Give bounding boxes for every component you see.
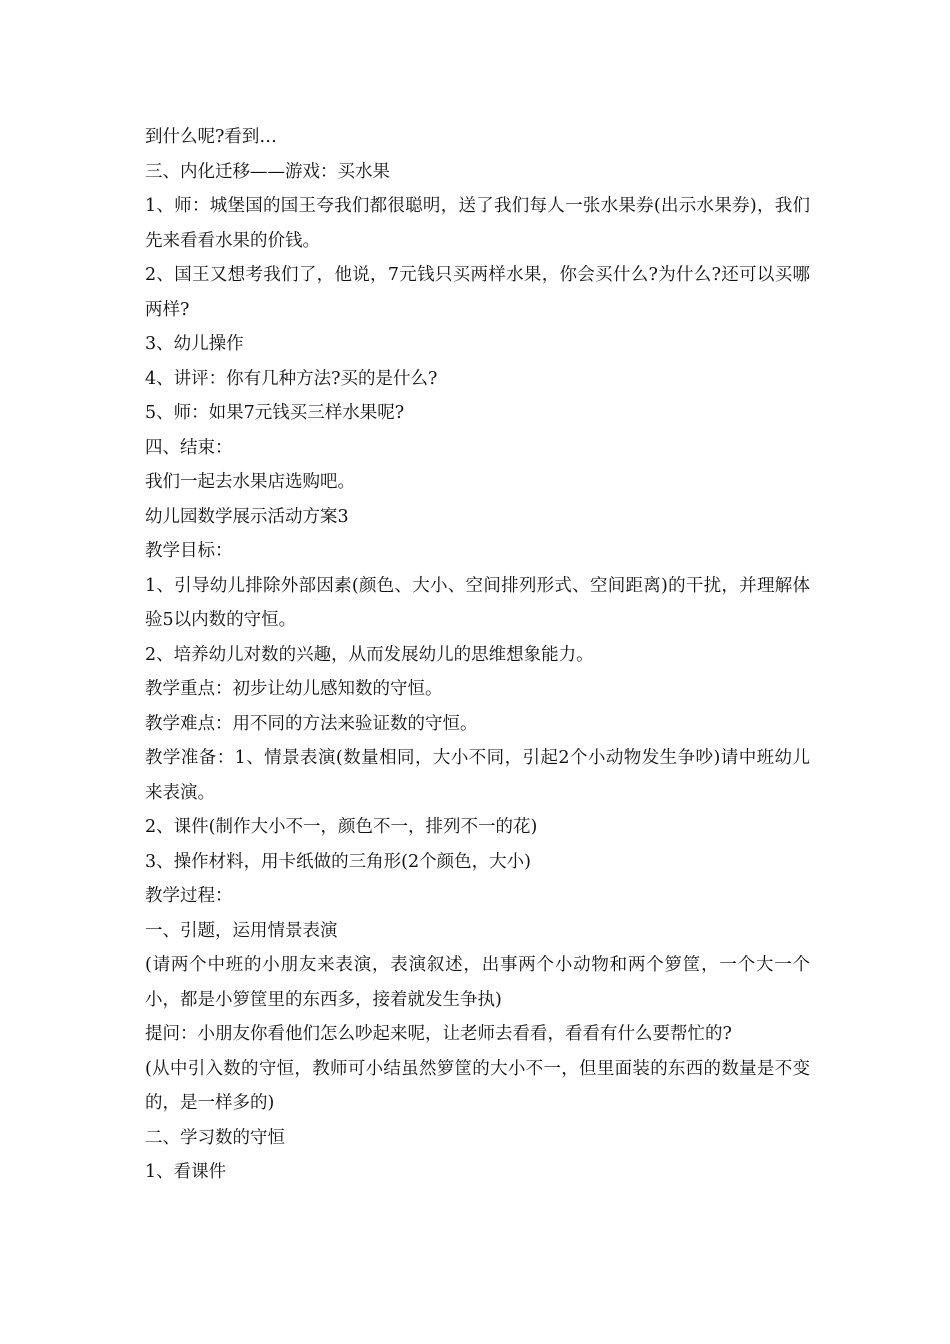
- paragraph: 1、看课件: [145, 1162, 227, 1182]
- section-heading: 四、结束：: [145, 437, 233, 458]
- section-heading: 教学目标：: [145, 541, 233, 561]
- paragraph: 5、师：如果7元钱买三样水果呢?: [145, 403, 405, 423]
- paragraph: 2、课件(制作大小不一，颜色不一，排列不一的花): [145, 817, 538, 837]
- paragraph: 提问：小朋友你看他们怎么吵起来呢，让老师去看看，看看有什么要帮忙的?: [145, 1024, 732, 1044]
- document-title: 幼儿园数学展示活动方案3: [145, 506, 349, 527]
- section-heading: 一、引题，运用情景表演: [145, 920, 338, 941]
- paragraph: 教学难点：用不同的方法来验证数的守恒。: [145, 713, 478, 734]
- paragraph: 3、幼儿操作: [145, 334, 244, 354]
- paragraph: 到什么呢?看到…: [145, 127, 277, 147]
- paragraph: 1、引导幼儿排除外部因素(颜色、大小、空间排列形式、空间距离)的干扰，并理解体验5以内数的守恒。: [145, 575, 810, 630]
- paragraph: 3、操作材料，用卡纸做的三角形(2个颜色，大小): [145, 851, 531, 872]
- section-heading: 二、学习数的守恒: [145, 1127, 285, 1148]
- paragraph: (请两个中班的小朋友来表演，表演叙述，出事两个小动物和两个箩筐，一个大一个小，都是小箩筐里的东西多，接着就发生争执): [145, 955, 810, 1010]
- section-heading: 教学过程：: [145, 886, 233, 906]
- paragraph: 2、国王又想考我们了，他说，7元钱只买两样水果，你会买什么?为什么?还可以买哪两样?: [145, 265, 810, 320]
- paragraph: 教学重点：初步让幼儿感知数的守恒。: [145, 679, 443, 699]
- section-heading: 三、内化迁移——游戏：买水果: [145, 161, 390, 182]
- paragraph: 1、师：城堡国的国王夸我们都很聪明，送了我们每人一张水果券(出示水果券)，我们先来看看水果的价钱。: [145, 196, 810, 251]
- paragraph: (从中引入数的守恒，教师可小结虽然箩筐的大小不一，但里面装的东西的数量是不变的，是一样多的): [145, 1058, 810, 1113]
- paragraph: 我们一起去水果店选购吧。: [145, 472, 355, 492]
- paragraph: 2、培养幼儿对数的兴趣，从而发展幼儿的思维想象能力。: [145, 644, 594, 665]
- paragraph: 教学准备：1、情景表演(数量相同，大小不同，引起2个小动物发生争吵)请中班幼儿来表演。: [145, 748, 810, 803]
- document-body: [145, 120, 810, 1190]
- paragraph: 4、讲评：你有几种方法?买的是什么?: [145, 368, 438, 389]
